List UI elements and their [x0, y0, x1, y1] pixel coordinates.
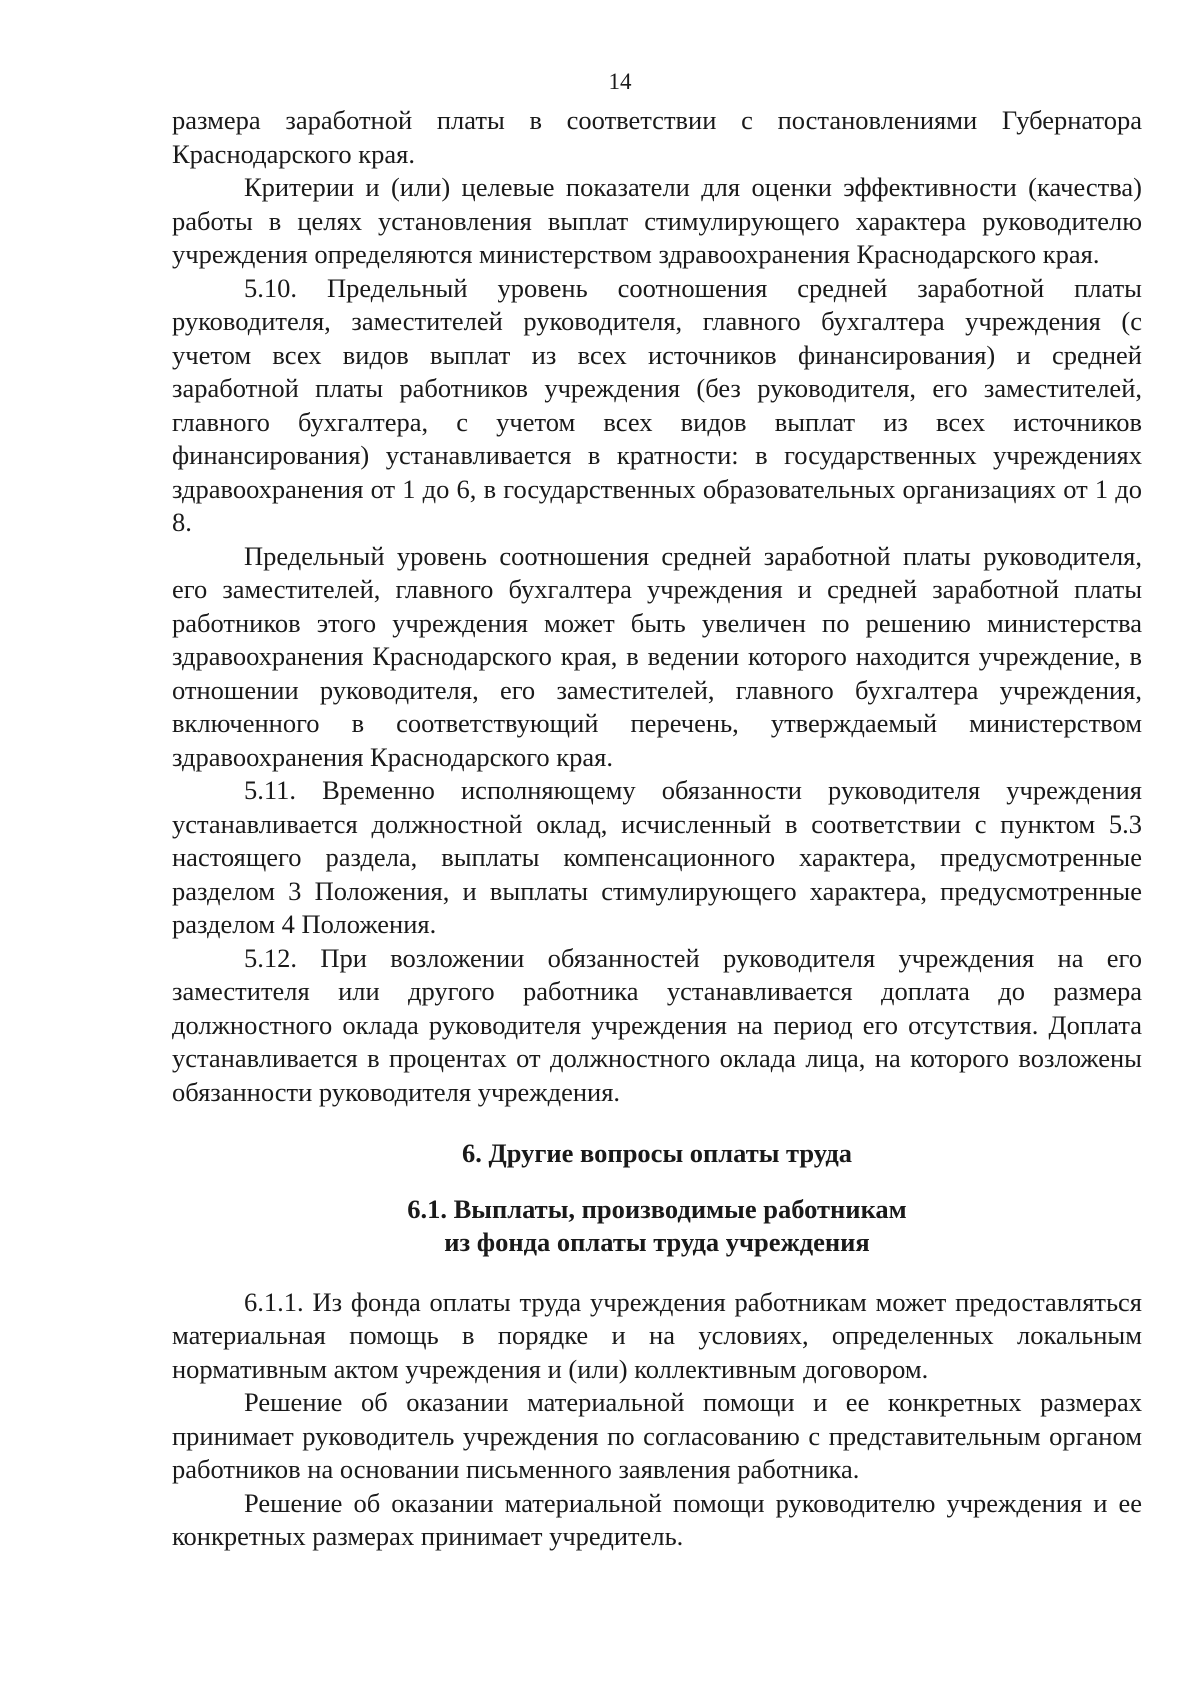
- paragraph-5-12: 5.12. При возложении обязанностей руководителя учреждения на его заместителя или другого работника устанавливается доплата до размера должностного оклада руководителя учреждения на период его отсутствия. Доплата устанавливается в процентах от должностного оклада лица, на которого возложены обязанности руководителя учреждения.: [172, 942, 1142, 1107]
- paragraph-5-10: 5.10. Предельный уровень соотношения средней заработной платы руководителя, заместителей руководителя, главного бухгалтера учреждения (с учетом всех видов выплат из всех источников финансирования) и средней заработной платы работников учреждения (без руководителя, его заместителей, главного бухгалтера, с учетом всех видов выплат из всех источников финансирования) устанавливается в кратности: в государственных учреждениях здравоохранения от 1 до 6, в государственных образовательных организациях от 1 до 8.: [172, 272, 1142, 537]
- page-number: 14: [608, 69, 632, 94]
- paragraph-continuation: размера заработной платы в соответствии с постановлениями Губернатора Краснодарского края.: [172, 105, 1142, 169]
- paragraph-criteria: Критерии и (или) целевые показатели для оценки эффективности (качества) работы в целях установления выплат стимулирующего характера руководителю учреждения определяются министерством здравоохранения Краснодарского края.: [172, 172, 1142, 269]
- section-6-1-heading: [172, 1193, 1142, 1260]
- paragraph-decision-workers: Решение об оказании материальной помощи и ее конкретных размерах принимает руководитель учреждения по согласованию с представительным органом работников на основании письменного заявления работника.: [172, 1387, 1142, 1484]
- section-6-1-heading-line2: из фонда оплаты труда учреждения: [444, 1227, 870, 1257]
- section-6-heading: 6. Другие вопросы оплаты труда: [461, 1138, 853, 1168]
- paragraph-decision-head: Решение об оказании материальной помощи руководителю учреждения и ее конкретных размерах принимает учредитель.: [172, 1487, 1142, 1551]
- paragraph-limit-level: Предельный уровень соотношения средней заработной платы руководителя, его заместителей, главного бухгалтера учреждения и средней заработной платы работников этого учреждения может быть увеличен по решению министерства здравоохранения Краснодарского края, в ведении которого находится учреждение, в отношении руководителя, его заместителей, главного бухгалтера учреждения, включенного в соответствующий перечень, утверждаемый министерством здравоохранения Краснодарского края.: [172, 540, 1142, 772]
- paragraph-6-1-1: 6.1.1. Из фонда оплаты труда учреждения работникам может предоставляться материальная помощь в порядке и на условиях, определенных локальным нормативным актом учреждения и (или) коллективным договором.: [172, 1286, 1142, 1384]
- paragraph-5-11: 5.11. Временно исполняющему обязанности руководителя учреждения устанавливается должностной оклад, исчисленный в соответствии с пунктом 5.3 настоящего раздела, выплаты компенсационного характера, предусмотренные разделом 3 Положения, и выплаты стимулирующего характера, предусмотренные разделом 4 Положения.: [172, 775, 1142, 939]
- document-body: [172, 104, 1142, 1554]
- section-6-1-heading-line1: 6.1. Выплаты, производимые работникам: [407, 1193, 907, 1224]
